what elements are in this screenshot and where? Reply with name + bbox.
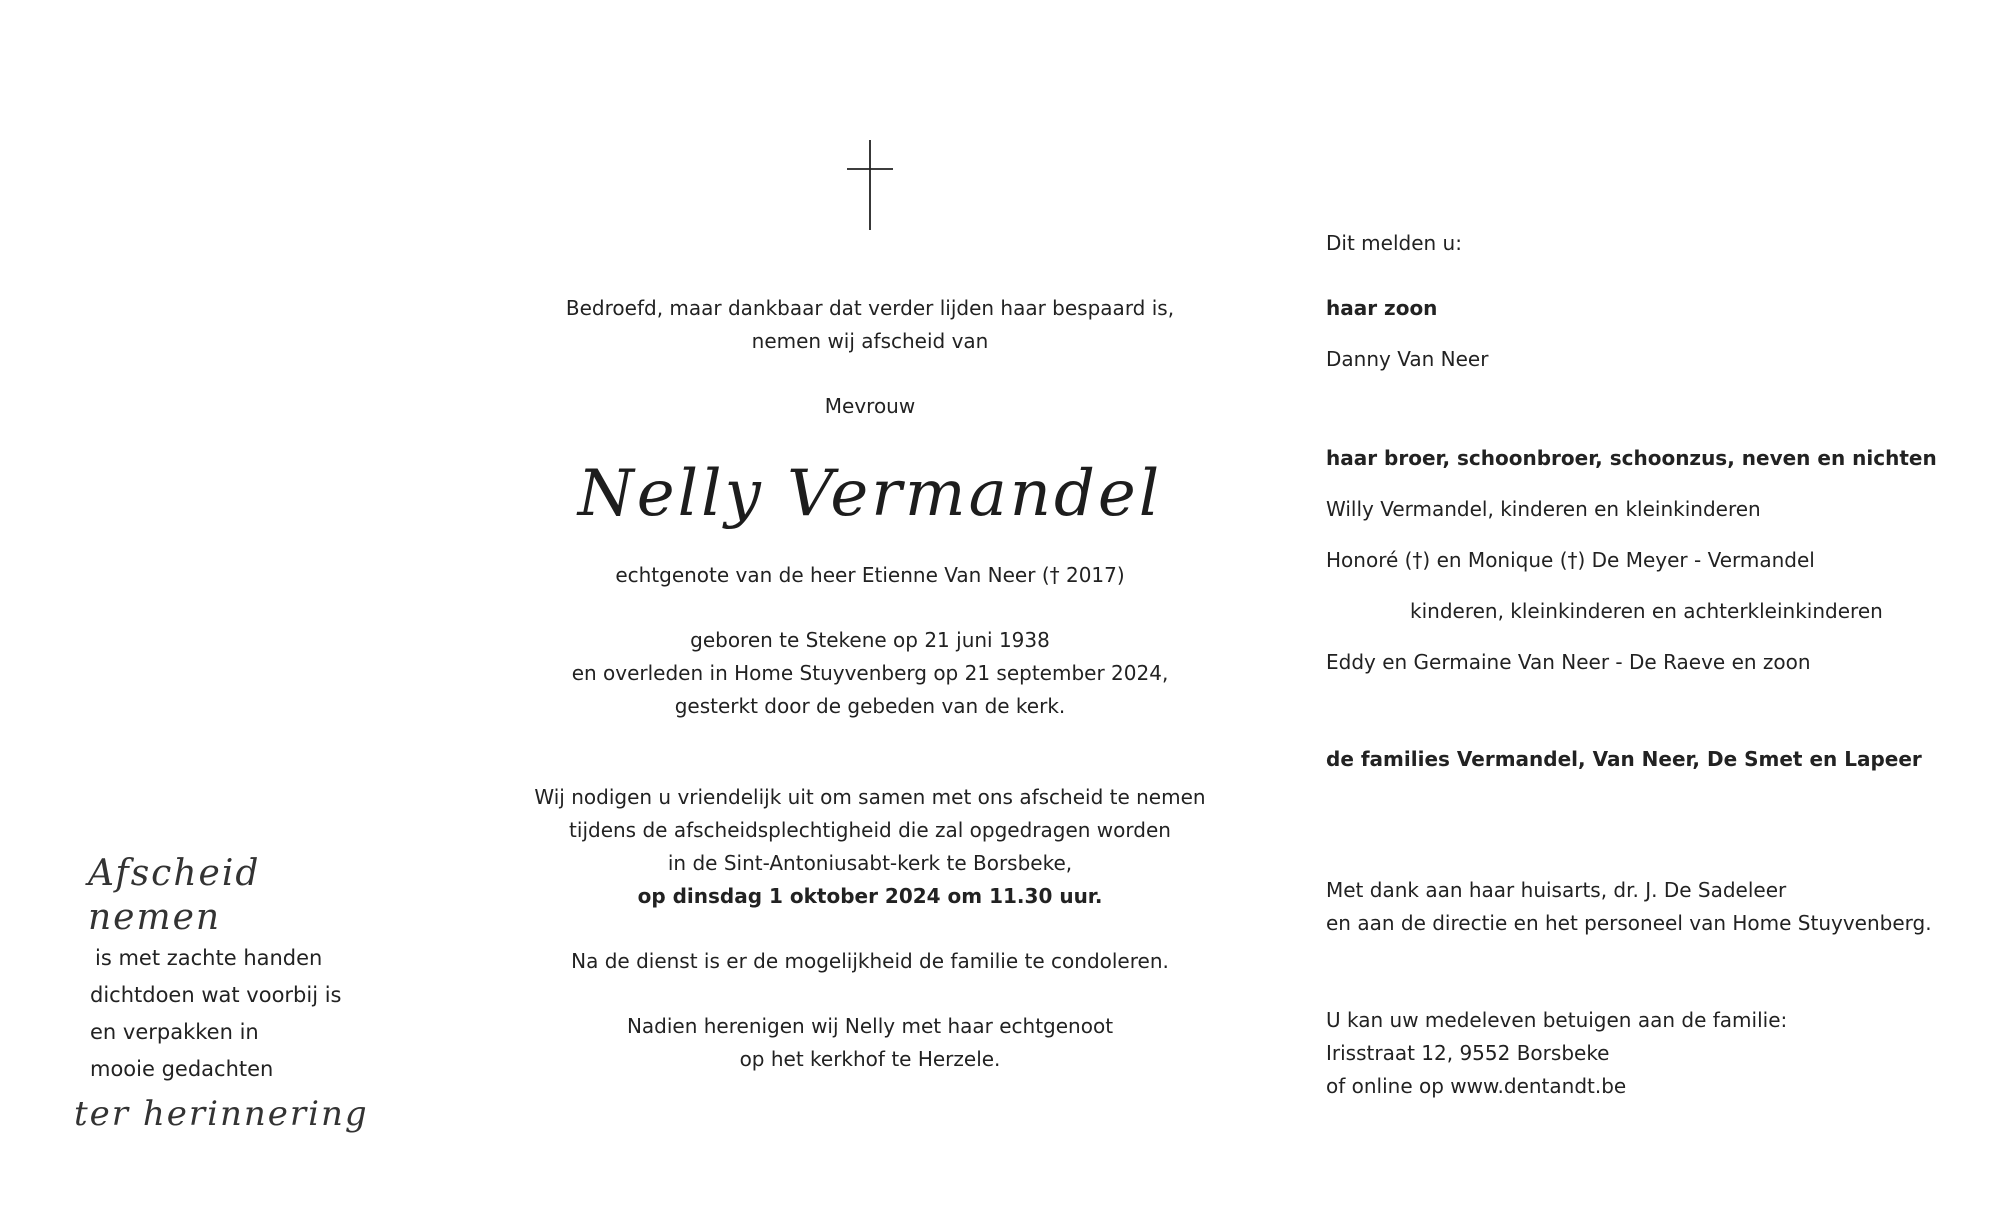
- spouse-line: echtgenote van de heer Etienne Van Neer († 2017): [615, 563, 1125, 587]
- invitation-text: [518, 781, 1222, 913]
- poem-script-top: Afscheid nemen: [88, 853, 261, 938]
- family-member: Eddy en Germaine Van Neer - De Raeve en zoon: [1326, 650, 1811, 674]
- title: Mevrouw: [824, 394, 916, 418]
- poem-lines: [90, 940, 394, 1088]
- family-member: Honoré (†) en Monique (†) De Meyer - Vermandel: [1326, 548, 1815, 572]
- cross-icon: [847, 140, 893, 230]
- family-notice: [1326, 227, 1966, 1103]
- thanks-text: [1326, 874, 1966, 940]
- intro-text: [518, 292, 1222, 358]
- invitation-line: in de Sint-Antoniusabt-kerk te Borsbeke,: [667, 851, 1073, 875]
- announcement: [518, 140, 1222, 1076]
- burial-text: [518, 1010, 1222, 1076]
- poem-line: en verpakken in: [90, 1020, 259, 1044]
- contact-website: of online op www.dentandt.be: [1326, 1074, 1627, 1098]
- family-member: kinderen, kleinkinderen en achterkleinkinderen: [1410, 599, 1883, 623]
- invitation-date: op dinsdag 1 oktober 2024 om 11.30 uur.: [637, 884, 1103, 908]
- family-heading: haar broer, schoonbroer, schoonzus, neven en nichten: [1326, 446, 1937, 470]
- thanks-line: Met dank aan haar huisarts, dr. J. De Sadeleer: [1326, 878, 1787, 902]
- intro-line: nemen wij afscheid van: [751, 329, 989, 353]
- burial-line: op het kerkhof te Herzele.: [739, 1047, 1001, 1071]
- contact-address: Irisstraat 12, 9552 Borsbeke: [1326, 1041, 1610, 1065]
- poem-line: is met zachte handen: [95, 946, 323, 970]
- poem: [74, 852, 394, 1134]
- birth-death-text: [518, 624, 1222, 723]
- deceased-name: Nelly Vermandel: [577, 457, 1163, 531]
- poem-script-bottom: ter herinnering: [74, 1094, 369, 1134]
- thanks-line: en aan de directie en het personeel van Home Stuyvenberg.: [1326, 911, 1932, 935]
- condolences-text: Na de dienst is er de mogelijkheid de familie te condoleren.: [571, 949, 1169, 973]
- birth-line: geboren te Stekene op 21 juni 1938: [690, 628, 1050, 652]
- intro-line: Bedroefd, maar dankbaar dat verder lijden haar bespaard is,: [565, 296, 1175, 320]
- greeting: Dit melden u:: [1326, 231, 1462, 255]
- contact-line: U kan uw medeleven betuigen aan de familie:: [1326, 1008, 1788, 1032]
- invitation-line: tijdens de afscheidsplechtigheid die zal opgedragen worden: [569, 818, 1171, 842]
- poem-line: dichtdoen wat voorbij is: [90, 983, 342, 1007]
- prayer-line: gesterkt door de gebeden van de kerk.: [674, 694, 1066, 718]
- burial-line: Nadien herenigen wij Nelly met haar echtgenoot: [626, 1014, 1114, 1038]
- death-line: en overleden in Home Stuyvenberg op 21 september 2024,: [571, 661, 1169, 685]
- contact-text: [1326, 1004, 1966, 1103]
- son-heading: haar zoon: [1326, 296, 1438, 320]
- invitation-line: Wij nodigen u vriendelijk uit om samen met ons afscheid te nemen: [534, 785, 1206, 809]
- poem-line: mooie gedachten: [90, 1057, 274, 1081]
- family-member: Willy Vermandel, kinderen en kleinkinderen: [1326, 497, 1761, 521]
- son-name: Danny Van Neer: [1326, 347, 1489, 371]
- families-line: de families Vermandel, Van Neer, De Smet en Lapeer: [1326, 747, 1922, 771]
